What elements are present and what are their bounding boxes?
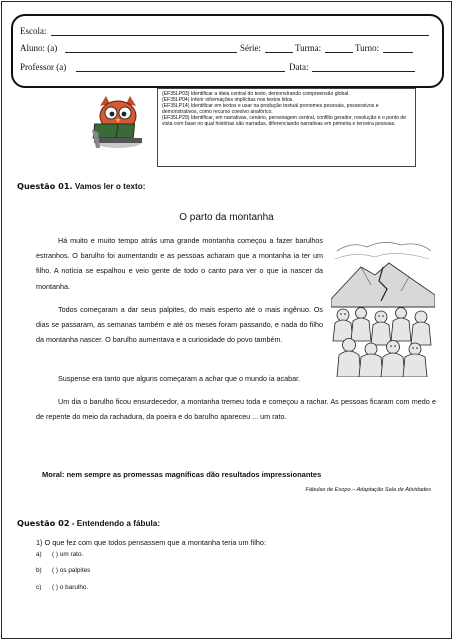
owl-reading-illustration	[92, 92, 144, 152]
grade-field[interactable]	[265, 52, 293, 53]
question-1-prefix: Questão 01.	[17, 181, 73, 191]
teacher-label: Professor (a)	[20, 62, 67, 72]
student-field[interactable]	[65, 52, 237, 53]
story-paragraph-2: Todos começaram a dar seus palpites, do mais esperto até o mais ingênuo. Os dias se passaram, as semanas também e até os meses foram passando, e nada do filho da montanha nascer. O barulho aumentava e a curiosidade do povo também.	[36, 305, 323, 345]
identification-box	[11, 14, 444, 88]
grade-label: Série:	[240, 43, 261, 53]
date-label: Data:	[289, 62, 309, 72]
skill-item: (EF35LP14) Identificar em textos e usar na produção textual pronomes pessoais, possessivos e demonstrativos, como recurso coesivo anafórico.	[162, 103, 379, 116]
option-c[interactable]: c) ( ) o barulho.	[36, 584, 89, 591]
story-credit: Fábulas de Esopo – Adaptação Sala de Atividades	[305, 487, 431, 493]
story-moral: Moral: nem sempre as promessas magníficas dão resultados impressionantes	[42, 470, 322, 479]
story-paragraph-3: Suspense era tanto que alguns começaram a achar que o mundo ia acabar.	[58, 374, 301, 383]
option-label: o barulho.	[59, 584, 89, 591]
skill-item: (EF35LP29) Identificar, em narrativas, cenário, personagem central, conflito gerador, resolução e o ponto de vista com base no qual histórias são narradas, diferenciando narrativas em primeira e terceira pessoas.	[162, 115, 407, 128]
question-2-heading	[17, 518, 160, 528]
student-label: Aluno: (a)	[20, 43, 58, 53]
class-label: Turma:	[295, 43, 322, 53]
story-paragraph-4: Um dia o barulho ficou ensurdecedor, a montanha tremeu toda e começou a rachar. As pessoas ficaram com medo e de repente do meio da rachadura, da poeira e do barulho apareceu ... um rato.	[36, 397, 436, 422]
mountain-crowd-illustration	[331, 237, 435, 377]
teacher-field[interactable]	[76, 71, 285, 72]
option-label: os palpites	[59, 567, 91, 574]
date-field[interactable]	[312, 71, 415, 72]
shift-field[interactable]	[383, 52, 413, 53]
option-label: um rato.	[59, 551, 84, 558]
skills-box	[157, 88, 416, 167]
question-1-heading	[17, 181, 145, 191]
option-checkbox[interactable]: ( )	[52, 567, 59, 574]
skill-item: (EF35LP04) Inferir informações implícitas nos textos lidos.	[162, 97, 294, 104]
question-2-prefix: Questão 02	[17, 518, 70, 528]
question-2-item-1: 1) O que fez com que todos pensassem que a montanha teria um filho:	[36, 538, 266, 547]
story-title: O parto da montanha	[179, 212, 274, 223]
class-field[interactable]	[325, 52, 353, 53]
question-1-text: Vamos ler o texto:	[72, 182, 146, 191]
shift-label: Turno:	[355, 43, 380, 53]
option-checkbox[interactable]: ( )	[52, 551, 59, 558]
story-paragraph-1: Há muito e muito tempo atrás uma grande montanha começou a fazer barulhos estranhos. O barulho foi aumentando e as pessoas acharam que a montanha ia ter um filho. A notícia se espalhou e veio gente de todo o canto para ver o que ia nascer da montanha.	[36, 236, 323, 291]
school-field[interactable]	[51, 35, 429, 36]
option-a[interactable]: a) ( ) um rato.	[36, 551, 84, 558]
question-2-text: - Entendendo a fábula:	[69, 519, 161, 528]
skill-item: (EF35LP03) Identificar a ideia central do texto, demonstrando compreensão global.	[162, 91, 350, 97]
option-checkbox[interactable]: ( )	[52, 584, 59, 591]
option-b[interactable]: b) ( ) os palpites	[36, 567, 91, 574]
school-label: Escola:	[20, 26, 47, 36]
